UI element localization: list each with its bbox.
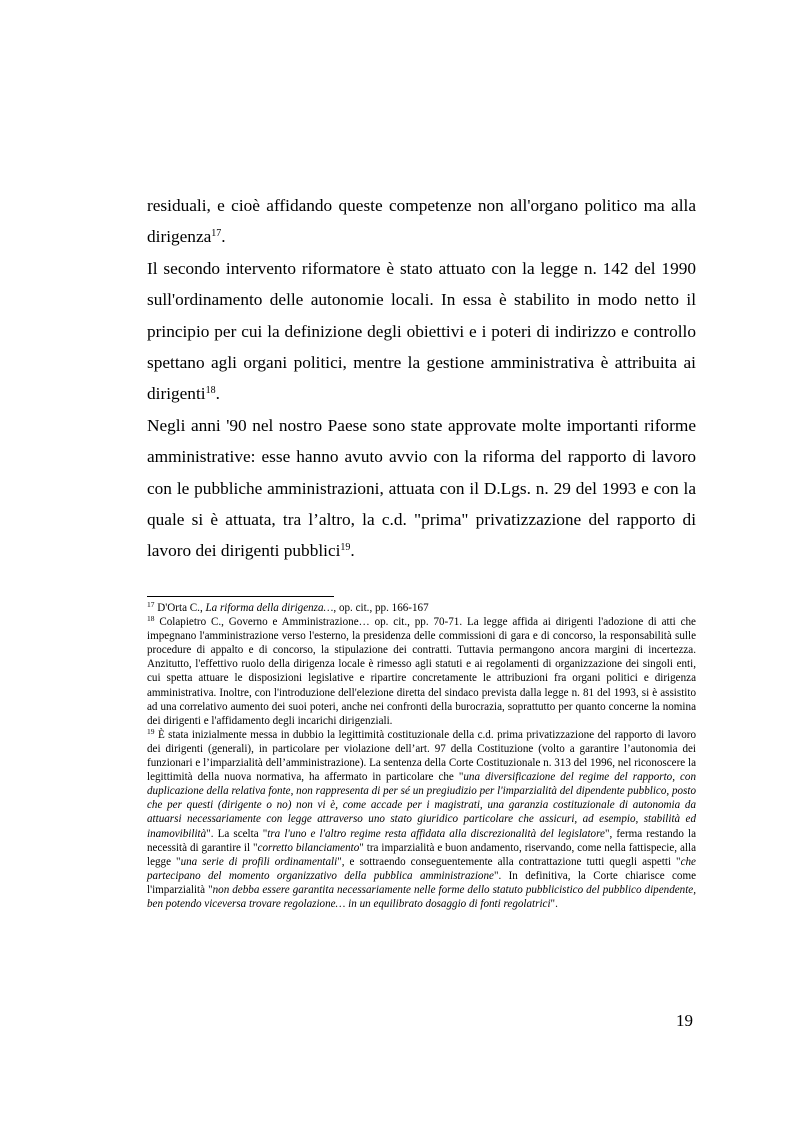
paragraph-1 [147, 190, 696, 253]
footnote-ref-18[interactable]: 18 [205, 385, 216, 397]
quotation-italic: tra l'uno e l'altro regime resta affidata alla discrezionalità del legislatore [267, 827, 605, 840]
footnote-separator [147, 596, 334, 597]
footnote-text: ", ferma restando la necessità di garantire il " [147, 827, 696, 854]
footnotes [147, 601, 696, 911]
footnote-text: ". La scelta " [206, 827, 268, 840]
footnote-ref-19[interactable]: 19 [340, 542, 351, 554]
footnote-text: ". In definitiva, la Corte chiarisce come l'imparzialità " [147, 869, 696, 896]
footnote-text: ". [550, 897, 558, 910]
footnote-text: Colapietro C., Governo e Amministrazione… op. cit., pp. 70-71. La legge affida ai dirigenti l'adozione di atti che impegnano l'amministrazione verso l'esterno, la presidenza delle commissioni di gara e di concorso, la responsabilità sulle procedure di appalto e di concorso, la stipulazione dei contratti. Tuttavia permangono ancora margini di incertezza. Anzitutto, l'effettivo ruolo della dirigenza locale è rimesso agli statuti e ai regolamenti di organizzazione dei singoli enti, cui spetta attuare le disposizioni legislative e ripartire concretamente le attribuzioni fra organi politici e dirigenza amministrativa. Inoltre, con l'introduzione dell'elezione diretta del sindaco prevista dalla legge n. 81 del 1993, si è assistito ad una correlativo aumento dei suoi poteri, anche nei confronti della burocrazia, soprattutto per quanto concerne la nomina dei dirigenti e l'affidamento degli incarichi dirigenziali. [147, 616, 696, 727]
main-text [147, 190, 696, 567]
footnote-text: È stata inizialmente messa in dubbio la legittimità costituzionale della c.d. prima privatizzazione del rapporto di lavoro dei dirigenti (generali), in particolare per violazione dell’art. 97 della Costituzione (volto a garantire l’autonomia dei funzionari e l’imparzialità dell’amministrazione). La sentenza della Corte Costituzionale n. 313 del 1996, nel riconoscere la legittimità della nuova normativa, ha affermato in particolare che " [147, 728, 696, 784]
paragraph-text: Il secondo intervento riformatore è stato attuato con la legge n. 142 del 1990 sull'ordinamento delle autonomie locali. In essa è stabilito in modo netto il principio per cui la definizione degli obiettivi e i poteri di indirizzo e controllo spettano agli organi politici, mentre la gestione amministrativa è attribuita ai dirigenti [147, 258, 696, 404]
paragraph-2 [147, 253, 696, 410]
footnote-text: ", e sottraendo conseguentemente alla contrattazione tutti quegli aspetti " [337, 855, 681, 868]
footnote-italic: La riforma della dirigenza… [205, 602, 334, 614]
paragraph-tail: . [350, 541, 355, 561]
footnote-number: 19 [147, 726, 155, 736]
footnote-text: , op. cit., pp. 166-167 [333, 602, 429, 614]
quotation-italic: corretto bilanciamento [257, 841, 360, 854]
footnote-text: D'Orta C., [154, 602, 206, 614]
paragraph-text: residuali, e cioè affidando queste competenze non all'organo politico ma alla dirigenza [147, 196, 696, 247]
footnote-number: 18 [147, 614, 155, 624]
paragraph-tail: . [221, 227, 226, 247]
footnote-19 [147, 728, 696, 911]
footnote-text: " tra imparzialità e buon andamento, riservando, come nella fattispecie, alla legge " [147, 841, 696, 868]
quotation-italic: non debba essere garantita necessariamente nelle forme dello statuto pubblicistico del pubblico dipendente, ben potendo viceversa trovare regolazione… in un equilibrato dosaggio di fonti regolatrici [147, 883, 696, 910]
quotation-italic: una diversificazione del regime del rapporto, con duplicazione della relativa fonte, non rappresenta di per sé un pregiudizio per l'imparzialità del dipendente pubblico, posto che per questi (dirigente o no) non vi è, come accade per i magistrati, una garanzia costituzionale di autonomia da attuarsi necessariamente con legge attraverso uno stato giuridico particolare che assicuri, ad esempio, stabilità ed inamovibilità [147, 771, 696, 840]
footnote-ref-17[interactable]: 17 [211, 228, 222, 240]
page-number: 19 [676, 1011, 693, 1030]
paragraph-3 [147, 410, 696, 567]
quotation-italic: una serie di profili ordinamentali [180, 855, 338, 868]
footnote-18 [147, 615, 696, 728]
paragraph-tail: . [215, 384, 220, 404]
quotation-italic: che partecipano del momento organizzativo della pubblica amministrazione [147, 855, 696, 882]
footnote-number: 17 [147, 600, 155, 609]
footnote-17 [147, 601, 696, 615]
paragraph-text: Negli anni '90 nel nostro Paese sono state approvate molte importanti riforme amministrative: esse hanno avuto avvio con la riforma del rapporto di lavoro con le pubbliche amministrazioni, attuata con il D.Lgs. n. 29 del 1993 e con la quale si è attuata, tra l’altro, la c.d. "prima" privatizzazione del rapporto di lavoro dei dirigenti pubblici [147, 415, 696, 561]
